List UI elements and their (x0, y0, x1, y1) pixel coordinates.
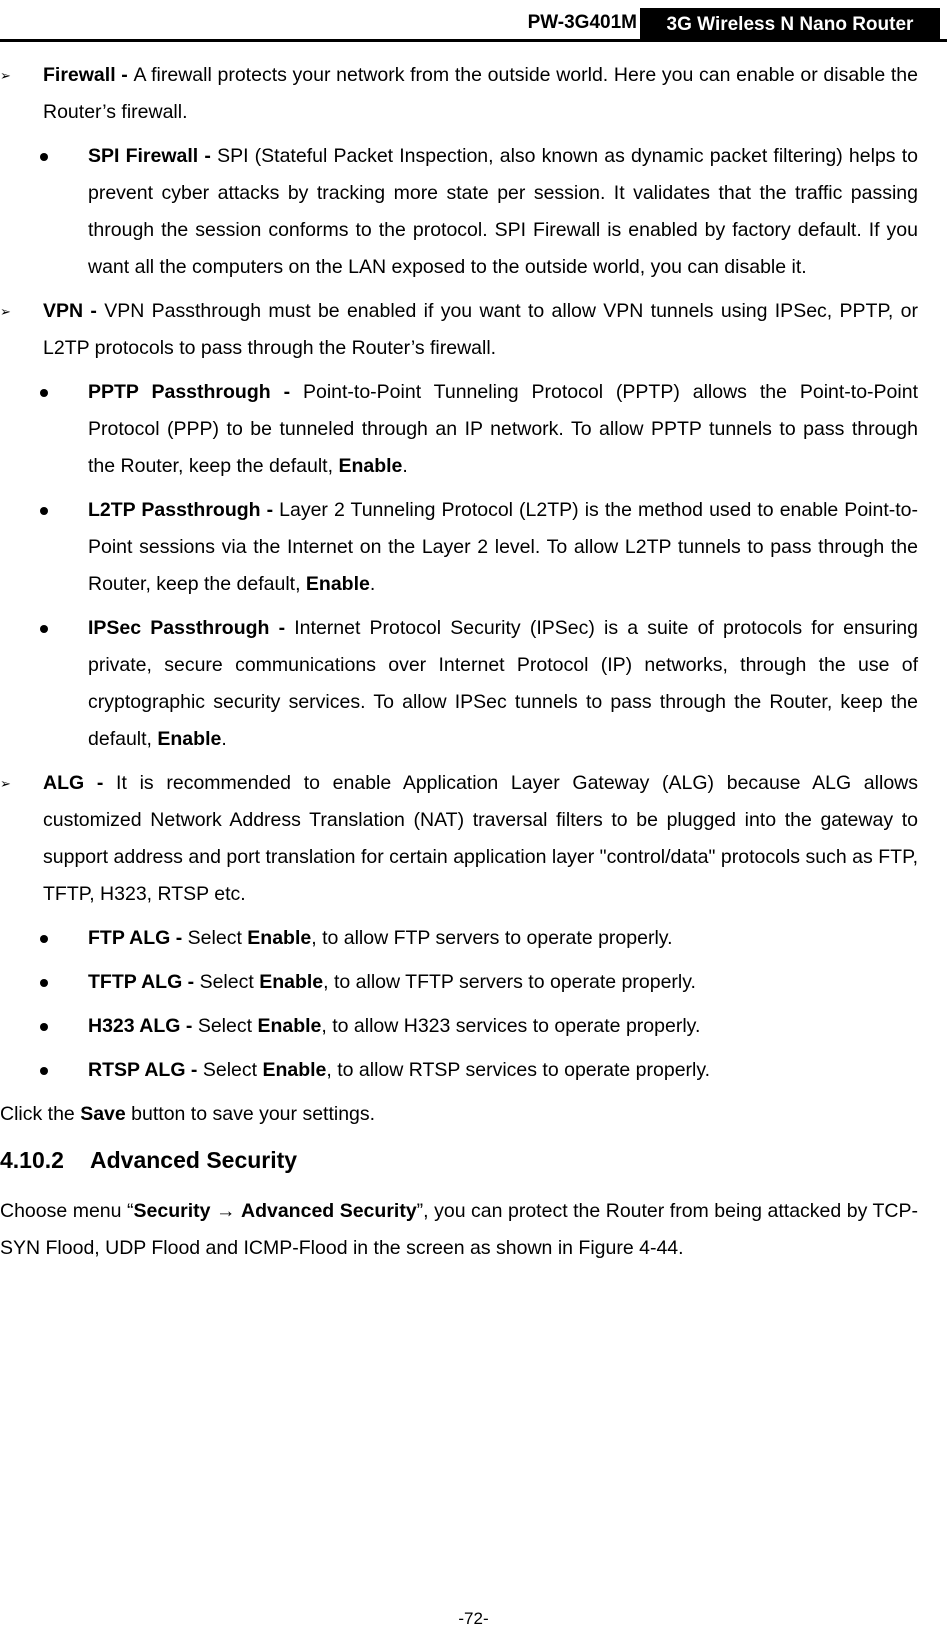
bullet-dot-icon (40, 507, 48, 515)
bullet-dot-icon (40, 935, 48, 943)
pptp-end: . (402, 455, 408, 477)
l2tp-enable: Enable (305, 573, 370, 595)
ftp-alg-post: , to allow FTP servers to operate properly. (311, 927, 673, 949)
ftp-alg-title: FTP ALG - (88, 927, 188, 949)
spi-firewall-item (0, 138, 918, 286)
arrow-bullet-icon: ➢ (0, 304, 11, 319)
menu-security: Security (133, 1200, 211, 1222)
save-instruction (0, 1096, 918, 1133)
pptp-title: PPTP Passthrough - (88, 381, 303, 403)
save-note-post: button to save your settings. (125, 1103, 376, 1125)
firewall-title: Firewall - (43, 64, 134, 86)
alg-item (0, 765, 918, 913)
vpn-item (0, 293, 918, 367)
rtsp-alg-item (0, 1052, 918, 1089)
firewall-desc: A firewall protects your network from the outside world. Here you can enable or disable the Router’s firewall. (43, 64, 918, 123)
tftp-alg-enable: Enable (259, 971, 324, 993)
l2tp-title: L2TP Passthrough - (88, 499, 280, 521)
menu-advanced-security: Advanced Security (241, 1200, 417, 1222)
header-rule (0, 39, 947, 42)
product-title: 3G Wireless N Nano Router (640, 8, 940, 40)
l2tp-end: . (369, 573, 376, 595)
page-number: -72- (458, 1609, 489, 1628)
section-heading (0, 1142, 918, 1179)
page-header (0, 0, 947, 42)
firewall-item (0, 57, 918, 131)
vpn-desc: VPN Passthrough must be enabled if you want to allow VPN tunnels using IPSec, PPTP, or L2TP protocols to pass through the Router’s firewall. (43, 300, 918, 359)
bullet-dot-icon (40, 1067, 48, 1075)
ftp-alg-enable: Enable (247, 927, 312, 949)
ipsec-end: . (221, 728, 227, 750)
section-title: Advanced Security (90, 1147, 298, 1173)
tftp-alg-pre: Select (199, 971, 260, 993)
document-body (0, 57, 918, 1276)
h323-alg-enable: Enable (257, 1015, 322, 1037)
h323-alg-item (0, 1008, 918, 1045)
section-number: 4.10.2 (0, 1147, 64, 1173)
save-note-pre: Click the (0, 1103, 81, 1125)
pptp-desc: Point-to-Point Tunneling Protocol (PPTP) allows the Point-to-Point Protocol (PPP) to be tunneled through an IP network. To allow PPTP tunnels to pass through the Router, keep the default, (88, 381, 918, 477)
arrow-bullet-icon: ➢ (0, 776, 11, 791)
rtsp-alg-post: , to allow RTSP services to operate properly. (326, 1059, 711, 1081)
rtsp-alg-title: RTSP ALG - (88, 1059, 203, 1081)
rtsp-alg-enable: Enable (262, 1059, 327, 1081)
bullet-dot-icon (40, 389, 48, 397)
bullet-dot-icon (40, 153, 48, 161)
ipsec-item (0, 610, 918, 758)
h323-alg-pre: Select (197, 1015, 258, 1037)
menu-arrow-icon: → (215, 1200, 236, 1222)
bullet-dot-icon (40, 1023, 48, 1031)
l2tp-desc: Layer 2 Tunneling Protocol (L2TP) is the method used to enable Point-to-Point sessions via the Internet on the Layer 2 level. To allow L2TP tunnels to pass through the Router, keep the default, (88, 499, 919, 595)
rtsp-alg-pre: Select (202, 1059, 263, 1081)
arrow-bullet-icon: ➢ (0, 68, 11, 83)
section-intro (0, 1193, 918, 1267)
model-name: PW-3G401M (527, 12, 637, 33)
vpn-title: VPN - (43, 300, 105, 322)
bullet-dot-icon (40, 625, 48, 633)
h323-alg-title: H323 ALG - (88, 1015, 198, 1037)
intro-pre: Choose menu “ (0, 1200, 134, 1222)
alg-desc: It is recommended to enable Application Layer Gateway (ALG) because ALG allows customized Network Address Translation (NAT) traversal filters to be plugged into the gateway to support address and port translation for certain application layer "control/data" protocols such as FTP, TFTP, H323, RTSP etc. (43, 772, 918, 905)
spi-desc: SPI (Stateful Packet Inspection, also known as dynamic packet filtering) helps to prevent cyber attacks by tracking more state per session. It validates that the traffic passing through the session conforms to the protocol. SPI Firewall is enabled by factory default. If you want all the computers on the LAN exposed to the outside world, you can disable it. (88, 145, 918, 278)
save-note-bold: Save (80, 1103, 126, 1125)
tftp-alg-post: , to allow TFTP servers to operate properly. (323, 971, 696, 993)
pptp-enable: Enable (338, 455, 403, 477)
l2tp-item (0, 492, 918, 603)
bullet-dot-icon (40, 979, 48, 987)
h323-alg-post: , to allow H323 services to operate properly. (321, 1015, 701, 1037)
ipsec-enable: Enable (157, 728, 222, 750)
tftp-alg-item (0, 964, 918, 1001)
pptp-item (0, 374, 918, 485)
spi-title: SPI Firewall - (88, 145, 218, 167)
ftp-alg-pre: Select (187, 927, 248, 949)
intro-post: ”, you can protect the Router from being attacked by TCP-SYN Flood, UDP Flood and ICMP-Flood in the screen as shown in Figure 4-44. (0, 1200, 918, 1259)
alg-title: ALG - (43, 772, 117, 794)
ipsec-desc: Internet Protocol Security (IPSec) is a suite of protocols for ensuring private, secure communications over Internet Protocol (IP) networks, through the use of cryptographic security services. To allow IPSec tunnels to pass through the Router, keep the default, (88, 617, 918, 750)
tftp-alg-title: TFTP ALG - (88, 971, 200, 993)
ipsec-title: IPSec Passthrough - (88, 617, 295, 639)
ftp-alg-item (0, 920, 918, 957)
